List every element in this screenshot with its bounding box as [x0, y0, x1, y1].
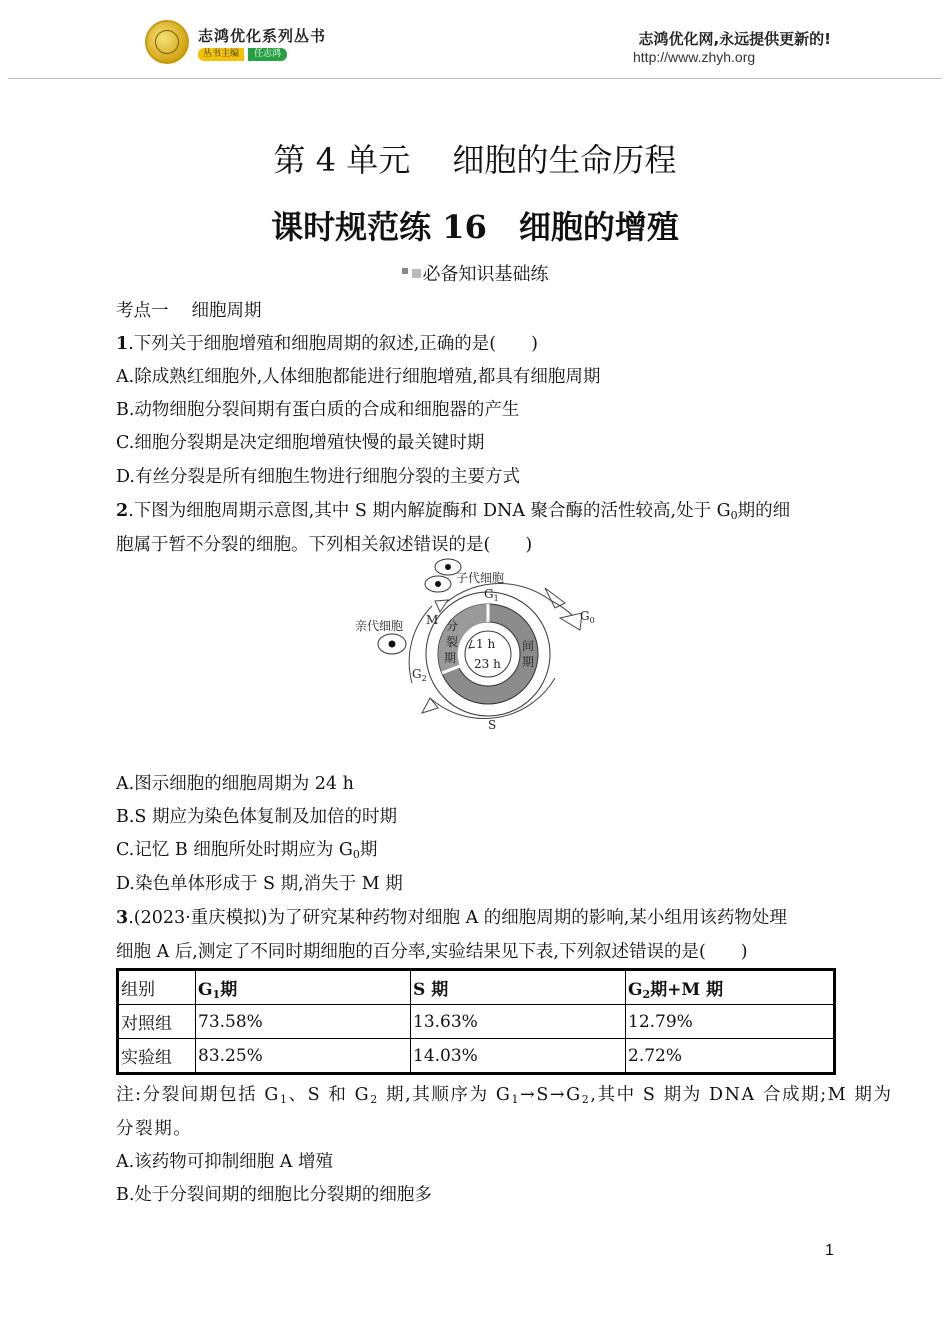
q1-number: 1 [116, 334, 129, 354]
label-m: M [426, 613, 439, 627]
label-g0-letter: G [580, 609, 590, 623]
section-label: 必备知识基础练 [422, 264, 549, 285]
header-g2m-suffix: 期+M 期 [650, 980, 724, 1000]
header-url-link[interactable]: http://www.zhyh.org [633, 49, 756, 65]
page-header [0, 0, 950, 80]
note-part-d: →S→G [520, 1085, 582, 1105]
table-header-row [118, 970, 835, 1005]
q2-stem-line2: 胞属于暂不分裂的细胞。下列相关叙述错误的是( ) [116, 535, 533, 555]
header-s: S 期 [411, 970, 626, 1005]
table-row [118, 1039, 835, 1074]
lesson-title: 课时规范练 16 细胞的增殖 [271, 208, 679, 246]
header-g1-suffix: 期 [220, 980, 238, 1000]
note-part-e: ,其中 S 期为 DNA 合成期;M 期为 [590, 1085, 893, 1105]
daughter-cell-2-nucleus [435, 581, 441, 587]
editor-name-badge: 任志鸿 [248, 48, 287, 61]
q2-option-d: D.染色单体形成于 S 期,消失于 M 期 [116, 874, 403, 894]
section-heading [0, 260, 950, 286]
q1-stem [116, 330, 538, 355]
label-g2 [412, 667, 427, 683]
table-cell: 2.72% [626, 1039, 835, 1074]
header-g2-letter: G [628, 980, 643, 1000]
q2-option-c-sub: 0 [352, 848, 360, 861]
note-sub-3: 1 [511, 1093, 521, 1106]
header-divider [8, 78, 942, 79]
label-division-2: 裂 [446, 635, 459, 649]
q2-option-c-part-a: C.记忆 B 细胞所处时期应为 G [116, 840, 353, 860]
header-g2-sub: 2 [642, 988, 651, 1001]
table-cell: 73.58% [196, 1005, 411, 1039]
q2-option-c [116, 836, 377, 861]
label-time-1h: 1 h [476, 637, 496, 651]
section-square-icon [412, 269, 421, 278]
note-sub-2: 2 [370, 1093, 379, 1106]
note-part-c: 期,其顺序为 G [378, 1085, 512, 1105]
label-g0-sub: 0 [589, 616, 595, 625]
q2-stem-subscript: 0 [730, 509, 738, 522]
q2-stem-part-a: .下图为细胞周期示意图,其中 S 期内解旋酶和 DNA 聚合酶的活性较高,处于 G [128, 501, 731, 521]
unit-title: 第 4 单元 细胞的生命历程 [273, 141, 677, 179]
label-interphase-1: 间 [522, 639, 535, 653]
topic-heading: 考点一 细胞周期 [116, 301, 262, 321]
table-cell: 对照组 [118, 1005, 196, 1039]
q2-number: 2 [116, 501, 129, 521]
header-slogan: 志鸿优化网,永远提供更新的! [638, 30, 831, 48]
table-cell: 83.25% [196, 1039, 411, 1074]
label-g2-letter: G [412, 667, 422, 681]
header-g1 [196, 970, 411, 1005]
label-daughter: 子代细胞 [456, 571, 505, 585]
q1-option-a: A.除成熟红细胞外,人体细胞都能进行细胞增殖,都具有细胞周期 [116, 367, 601, 387]
label-division-3: 期 [444, 651, 457, 665]
table-cell: 13.63% [411, 1005, 626, 1039]
results-table [116, 968, 836, 1075]
q2-stem-line1 [116, 497, 790, 522]
label-division-1: 分 [446, 619, 459, 633]
label-s: S [488, 718, 497, 732]
q3-option-b: B.处于分裂间期的细胞比分裂期的细胞多 [116, 1185, 432, 1205]
q2-option-c-part-b: 期 [359, 840, 378, 860]
brand-logo-icon [145, 20, 189, 64]
label-g0 [580, 609, 595, 625]
cell-cycle-diagram [350, 558, 610, 738]
table-cell: 12.79% [626, 1005, 835, 1039]
note-part-b: 、S 和 G [288, 1085, 371, 1105]
label-parent: 亲代细胞 [355, 619, 404, 633]
q3-option-a: A.该药物可抑制细胞 A 增殖 [116, 1152, 333, 1172]
note-sub-4: 2 [581, 1093, 591, 1106]
table-cell: 实验组 [118, 1039, 196, 1074]
q3-stem-line1 [116, 904, 787, 929]
header-group: 组别 [118, 970, 196, 1005]
q2-option-b: B.S 期应为染色体复制及加倍的时期 [116, 807, 397, 827]
q3-stem-text: .(2023·重庆模拟)为了研究某种药物对细胞 A 的细胞周期的影响,某小组用该药物处理 [128, 908, 787, 928]
q2-stem-part-b: 期的细 [737, 501, 791, 521]
logo-ring [155, 30, 179, 54]
q1-option-b: B.动物细胞分裂间期有蛋白质的合成和细胞器的产生 [116, 400, 520, 420]
editor-badge: 丛书主编 [198, 48, 244, 61]
daughter-cell-1-nucleus [445, 564, 451, 570]
q1-option-d: D.有丝分裂是所有细胞生物进行细胞分裂的主要方式 [116, 467, 520, 487]
note-sub-1: 1 [279, 1093, 289, 1106]
label-g1 [484, 587, 499, 603]
label-g1-letter: G [484, 587, 494, 601]
q3-note-line1 [116, 1081, 893, 1106]
q1-option-c: C.细胞分裂期是决定细胞增殖快慢的最关键时期 [116, 433, 485, 453]
table-cell: 14.03% [411, 1039, 626, 1074]
q2-option-a: A.图示细胞的细胞周期为 24 h [116, 774, 354, 794]
note-part-a: 注:分裂间期包括 G [116, 1085, 280, 1105]
label-interphase-2: 期 [522, 655, 535, 669]
label-g2-sub: 2 [421, 674, 427, 683]
parent-cell-nucleus [389, 641, 396, 648]
label-time-23h: 23 h [474, 657, 501, 671]
header-g1-sub: 1 [212, 988, 221, 1001]
q1-stem-text: .下列关于细胞增殖和细胞周期的叙述,正确的是( ) [128, 334, 538, 354]
q3-note-line2: 分裂期。 [116, 1119, 193, 1139]
arrow-head-right [560, 613, 582, 630]
section-bullet-icon [402, 268, 408, 274]
header-g2m [626, 970, 835, 1005]
q3-stem-line2: 细胞 A 后,测定了不同时期细胞的百分率,实验结果见下表,下列叙述错误的是( ) [116, 942, 748, 962]
table-row [118, 1005, 835, 1039]
label-g1-sub: 1 [493, 594, 499, 603]
header-g1-letter: G [198, 980, 213, 1000]
arrow-head-bottom [422, 698, 438, 713]
brand-name: 志鸿优化系列丛书 [198, 27, 327, 45]
q3-number: 3 [116, 908, 129, 928]
page-number: 1 [825, 1242, 834, 1259]
